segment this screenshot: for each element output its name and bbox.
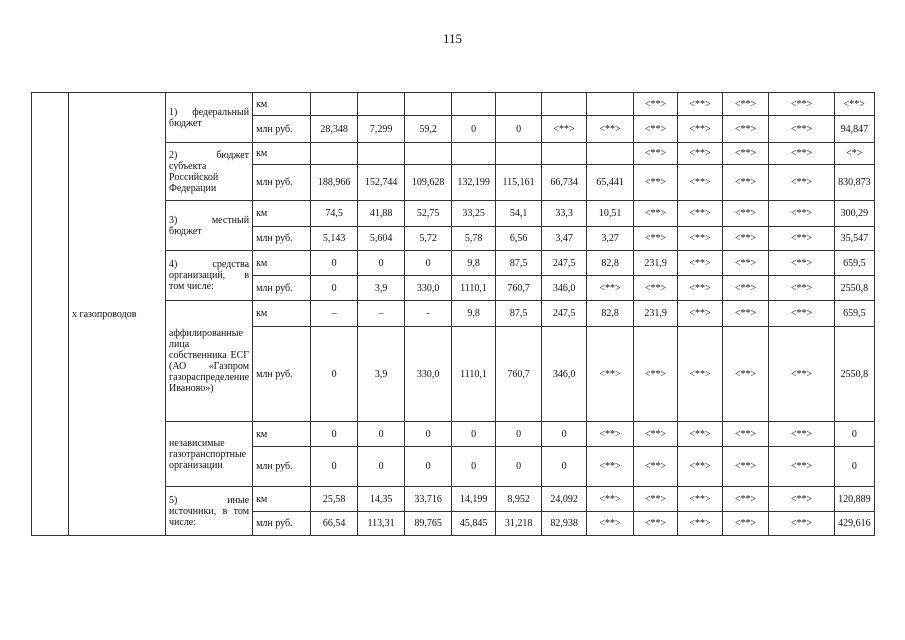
value-cell: 28,348 <box>311 116 358 143</box>
category-cell: х газопроводов <box>69 93 166 536</box>
value-cell: 0 <box>452 116 496 143</box>
value-cell: 5,143 <box>311 227 358 251</box>
total-cell: 94,847 <box>835 116 875 143</box>
value-cell: 231,9 <box>634 301 678 327</box>
value-cell: 1110,1 <box>452 327 496 422</box>
value-cell: 82,938 <box>542 512 587 536</box>
value-cell <box>358 143 405 165</box>
value-cell: 33,25 <box>452 201 496 227</box>
value-cell: <**> <box>723 487 769 512</box>
value-cell: <**> <box>769 93 835 116</box>
value-cell: 5,604 <box>358 227 405 251</box>
value-cell: <**> <box>678 422 723 447</box>
value-cell <box>405 143 452 165</box>
value-cell: 247,5 <box>542 251 587 276</box>
value-cell: <**> <box>634 227 678 251</box>
table-row <box>32 93 875 116</box>
funding-source-cell: независимые газотранспортные организации <box>166 422 253 487</box>
value-cell <box>358 93 405 116</box>
funding-source-cell: 2) бюджет субъекта Российской Федерации <box>166 143 253 201</box>
value-cell: 346,0 <box>542 327 587 422</box>
value-cell: 1110,1 <box>452 276 496 301</box>
value-cell: <**> <box>769 116 835 143</box>
value-cell: 6,56 <box>496 227 542 251</box>
value-cell: <**> <box>678 251 723 276</box>
total-cell: 0 <box>835 447 875 487</box>
value-cell: <**> <box>723 93 769 116</box>
value-cell: <**> <box>587 327 634 422</box>
unit-cell: км <box>253 201 311 227</box>
value-cell: <**> <box>678 301 723 327</box>
value-cell: <**> <box>587 447 634 487</box>
unit-cell: млн руб. <box>253 165 311 201</box>
value-cell: <**> <box>723 301 769 327</box>
unit-cell: км <box>253 422 311 447</box>
unit-cell: млн руб. <box>253 116 311 143</box>
unit-cell: млн руб. <box>253 327 311 422</box>
total-cell: 120,889 <box>835 487 875 512</box>
value-cell: 74,5 <box>311 201 358 227</box>
value-cell: 346,0 <box>542 276 587 301</box>
value-cell <box>452 143 496 165</box>
value-cell: <**> <box>769 276 835 301</box>
value-cell: <**> <box>769 487 835 512</box>
value-cell: <**> <box>723 422 769 447</box>
value-cell <box>452 93 496 116</box>
value-cell: 0 <box>311 422 358 447</box>
value-cell: 8,952 <box>496 487 542 512</box>
value-cell: 188,966 <box>311 165 358 201</box>
value-cell: <**> <box>634 143 678 165</box>
value-cell: <**> <box>723 447 769 487</box>
total-cell: 830,873 <box>835 165 875 201</box>
value-cell: <**> <box>769 301 835 327</box>
value-cell: 41,88 <box>358 201 405 227</box>
value-cell: <**> <box>723 165 769 201</box>
value-cell: 132,199 <box>452 165 496 201</box>
value-cell: 52,75 <box>405 201 452 227</box>
value-cell: <**> <box>634 93 678 116</box>
value-cell <box>405 93 452 116</box>
value-cell: <**> <box>634 422 678 447</box>
value-cell: 3,47 <box>542 227 587 251</box>
value-cell: 247,5 <box>542 301 587 327</box>
value-cell: <**> <box>634 327 678 422</box>
value-cell: 760,7 <box>496 276 542 301</box>
value-cell: <**> <box>634 276 678 301</box>
total-cell: <**> <box>835 93 875 116</box>
value-cell: <**> <box>542 116 587 143</box>
value-cell: 0 <box>542 447 587 487</box>
value-cell: <**> <box>678 447 723 487</box>
value-cell: <**> <box>678 276 723 301</box>
page-number: 115 <box>442 31 463 46</box>
value-cell: <**> <box>634 201 678 227</box>
funding-source-cell: 3) местный бюджет <box>166 201 253 251</box>
value-cell: 7,299 <box>358 116 405 143</box>
value-cell: <**> <box>723 512 769 536</box>
value-cell <box>587 143 634 165</box>
value-cell <box>311 143 358 165</box>
value-cell: <**> <box>723 276 769 301</box>
value-cell: <**> <box>587 422 634 447</box>
unit-cell: км <box>253 93 311 116</box>
value-cell: 231,9 <box>634 251 678 276</box>
value-cell <box>496 93 542 116</box>
index-cell <box>32 93 69 536</box>
value-cell: 0 <box>452 422 496 447</box>
value-cell: 9,8 <box>452 251 496 276</box>
value-cell: 45,845 <box>452 512 496 536</box>
value-cell: – <box>311 301 358 327</box>
total-cell: 429,616 <box>835 512 875 536</box>
value-cell: <**> <box>723 201 769 227</box>
value-cell: 14,199 <box>452 487 496 512</box>
value-cell: 0 <box>405 251 452 276</box>
value-cell: 24,092 <box>542 487 587 512</box>
funding-source-cell: аффилированные лица собственника ЕСГ (АО «Газпром газораспределение Иваново») <box>166 301 253 422</box>
value-cell: <**> <box>587 116 634 143</box>
value-cell: 87,5 <box>496 251 542 276</box>
funding-source-cell: 4) средства организаций, в том числе: <box>166 251 253 301</box>
value-cell: 0 <box>542 422 587 447</box>
value-cell: <**> <box>769 201 835 227</box>
value-cell: 760,7 <box>496 327 542 422</box>
value-cell: 0 <box>311 327 358 422</box>
value-cell: <**> <box>769 143 835 165</box>
value-cell: 330,0 <box>405 276 452 301</box>
unit-cell: км <box>253 251 311 276</box>
value-cell: 0 <box>358 447 405 487</box>
value-cell: 0 <box>405 447 452 487</box>
unit-cell: млн руб. <box>253 227 311 251</box>
value-cell: <**> <box>678 487 723 512</box>
value-cell: <**> <box>634 487 678 512</box>
value-cell: <**> <box>769 165 835 201</box>
value-cell: 54,1 <box>496 201 542 227</box>
value-cell: 65,441 <box>587 165 634 201</box>
value-cell: <**> <box>769 447 835 487</box>
total-cell: 659,5 <box>835 301 875 327</box>
value-cell: 0 <box>496 116 542 143</box>
total-cell: 2550,8 <box>835 276 875 301</box>
value-cell: 82,8 <box>587 251 634 276</box>
value-cell: 0 <box>496 422 542 447</box>
value-cell: <**> <box>723 116 769 143</box>
value-cell <box>542 143 587 165</box>
value-cell <box>542 93 587 116</box>
value-cell: 59,2 <box>405 116 452 143</box>
total-cell: 0 <box>835 422 875 447</box>
unit-cell: млн руб. <box>253 276 311 301</box>
unit-cell: км <box>253 143 311 165</box>
value-cell: 0 <box>311 251 358 276</box>
value-cell: 0 <box>311 276 358 301</box>
value-cell: <**> <box>769 327 835 422</box>
value-cell: 9,8 <box>452 301 496 327</box>
unit-cell: млн руб. <box>253 447 311 487</box>
value-cell: 109,628 <box>405 165 452 201</box>
value-cell: 5,72 <box>405 227 452 251</box>
value-cell: 3,27 <box>587 227 634 251</box>
value-cell <box>496 143 542 165</box>
value-cell: <**> <box>634 165 678 201</box>
value-cell: - <box>405 301 452 327</box>
value-cell: <**> <box>587 512 634 536</box>
value-cell: – <box>358 301 405 327</box>
value-cell <box>587 93 634 116</box>
value-cell: <**> <box>723 251 769 276</box>
value-cell: <**> <box>587 276 634 301</box>
unit-cell: км <box>253 487 311 512</box>
value-cell: 25,58 <box>311 487 358 512</box>
value-cell: <**> <box>678 116 723 143</box>
value-cell: <**> <box>723 227 769 251</box>
total-cell: 300,29 <box>835 201 875 227</box>
value-cell: 89,765 <box>405 512 452 536</box>
value-cell: 152,744 <box>358 165 405 201</box>
value-cell: 0 <box>405 422 452 447</box>
funding-source-cell: 5) иные источники, в том числе: <box>166 487 253 536</box>
value-cell: 82,8 <box>587 301 634 327</box>
value-cell: 33,716 <box>405 487 452 512</box>
value-cell: <**> <box>678 165 723 201</box>
value-cell: 5,78 <box>452 227 496 251</box>
total-cell: <*> <box>835 143 875 165</box>
value-cell: <**> <box>723 327 769 422</box>
unit-cell: млн руб. <box>253 512 311 536</box>
value-cell: 0 <box>311 447 358 487</box>
value-cell: 3,9 <box>358 276 405 301</box>
value-cell: 0 <box>358 251 405 276</box>
value-cell: 330,0 <box>405 327 452 422</box>
value-cell: 10,51 <box>587 201 634 227</box>
funding-table <box>31 92 875 536</box>
value-cell: <**> <box>678 512 723 536</box>
value-cell: <**> <box>678 201 723 227</box>
value-cell: <**> <box>634 447 678 487</box>
value-cell: <**> <box>634 116 678 143</box>
value-cell <box>311 93 358 116</box>
value-cell: 0 <box>358 422 405 447</box>
value-cell: <**> <box>587 487 634 512</box>
value-cell: <**> <box>634 512 678 536</box>
value-cell: <**> <box>769 227 835 251</box>
value-cell: 0 <box>452 447 496 487</box>
value-cell: 33,3 <box>542 201 587 227</box>
value-cell: 14,35 <box>358 487 405 512</box>
value-cell: 66,54 <box>311 512 358 536</box>
total-cell: 2550,8 <box>835 327 875 422</box>
total-cell: 35,547 <box>835 227 875 251</box>
unit-cell: км <box>253 301 311 327</box>
value-cell: 3,9 <box>358 327 405 422</box>
total-cell: 659,5 <box>835 251 875 276</box>
value-cell: <**> <box>678 327 723 422</box>
value-cell: 0 <box>496 447 542 487</box>
value-cell: <**> <box>678 93 723 116</box>
value-cell: 87,5 <box>496 301 542 327</box>
value-cell: <**> <box>769 251 835 276</box>
value-cell: 31,218 <box>496 512 542 536</box>
value-cell: <**> <box>678 143 723 165</box>
value-cell: <**> <box>769 422 835 447</box>
value-cell: <**> <box>769 512 835 536</box>
value-cell: 66,734 <box>542 165 587 201</box>
funding-source-cell: 1) федеральный бюджет <box>166 93 253 143</box>
value-cell: 113,31 <box>358 512 405 536</box>
value-cell: 115,161 <box>496 165 542 201</box>
value-cell: <**> <box>723 143 769 165</box>
value-cell: <**> <box>678 227 723 251</box>
